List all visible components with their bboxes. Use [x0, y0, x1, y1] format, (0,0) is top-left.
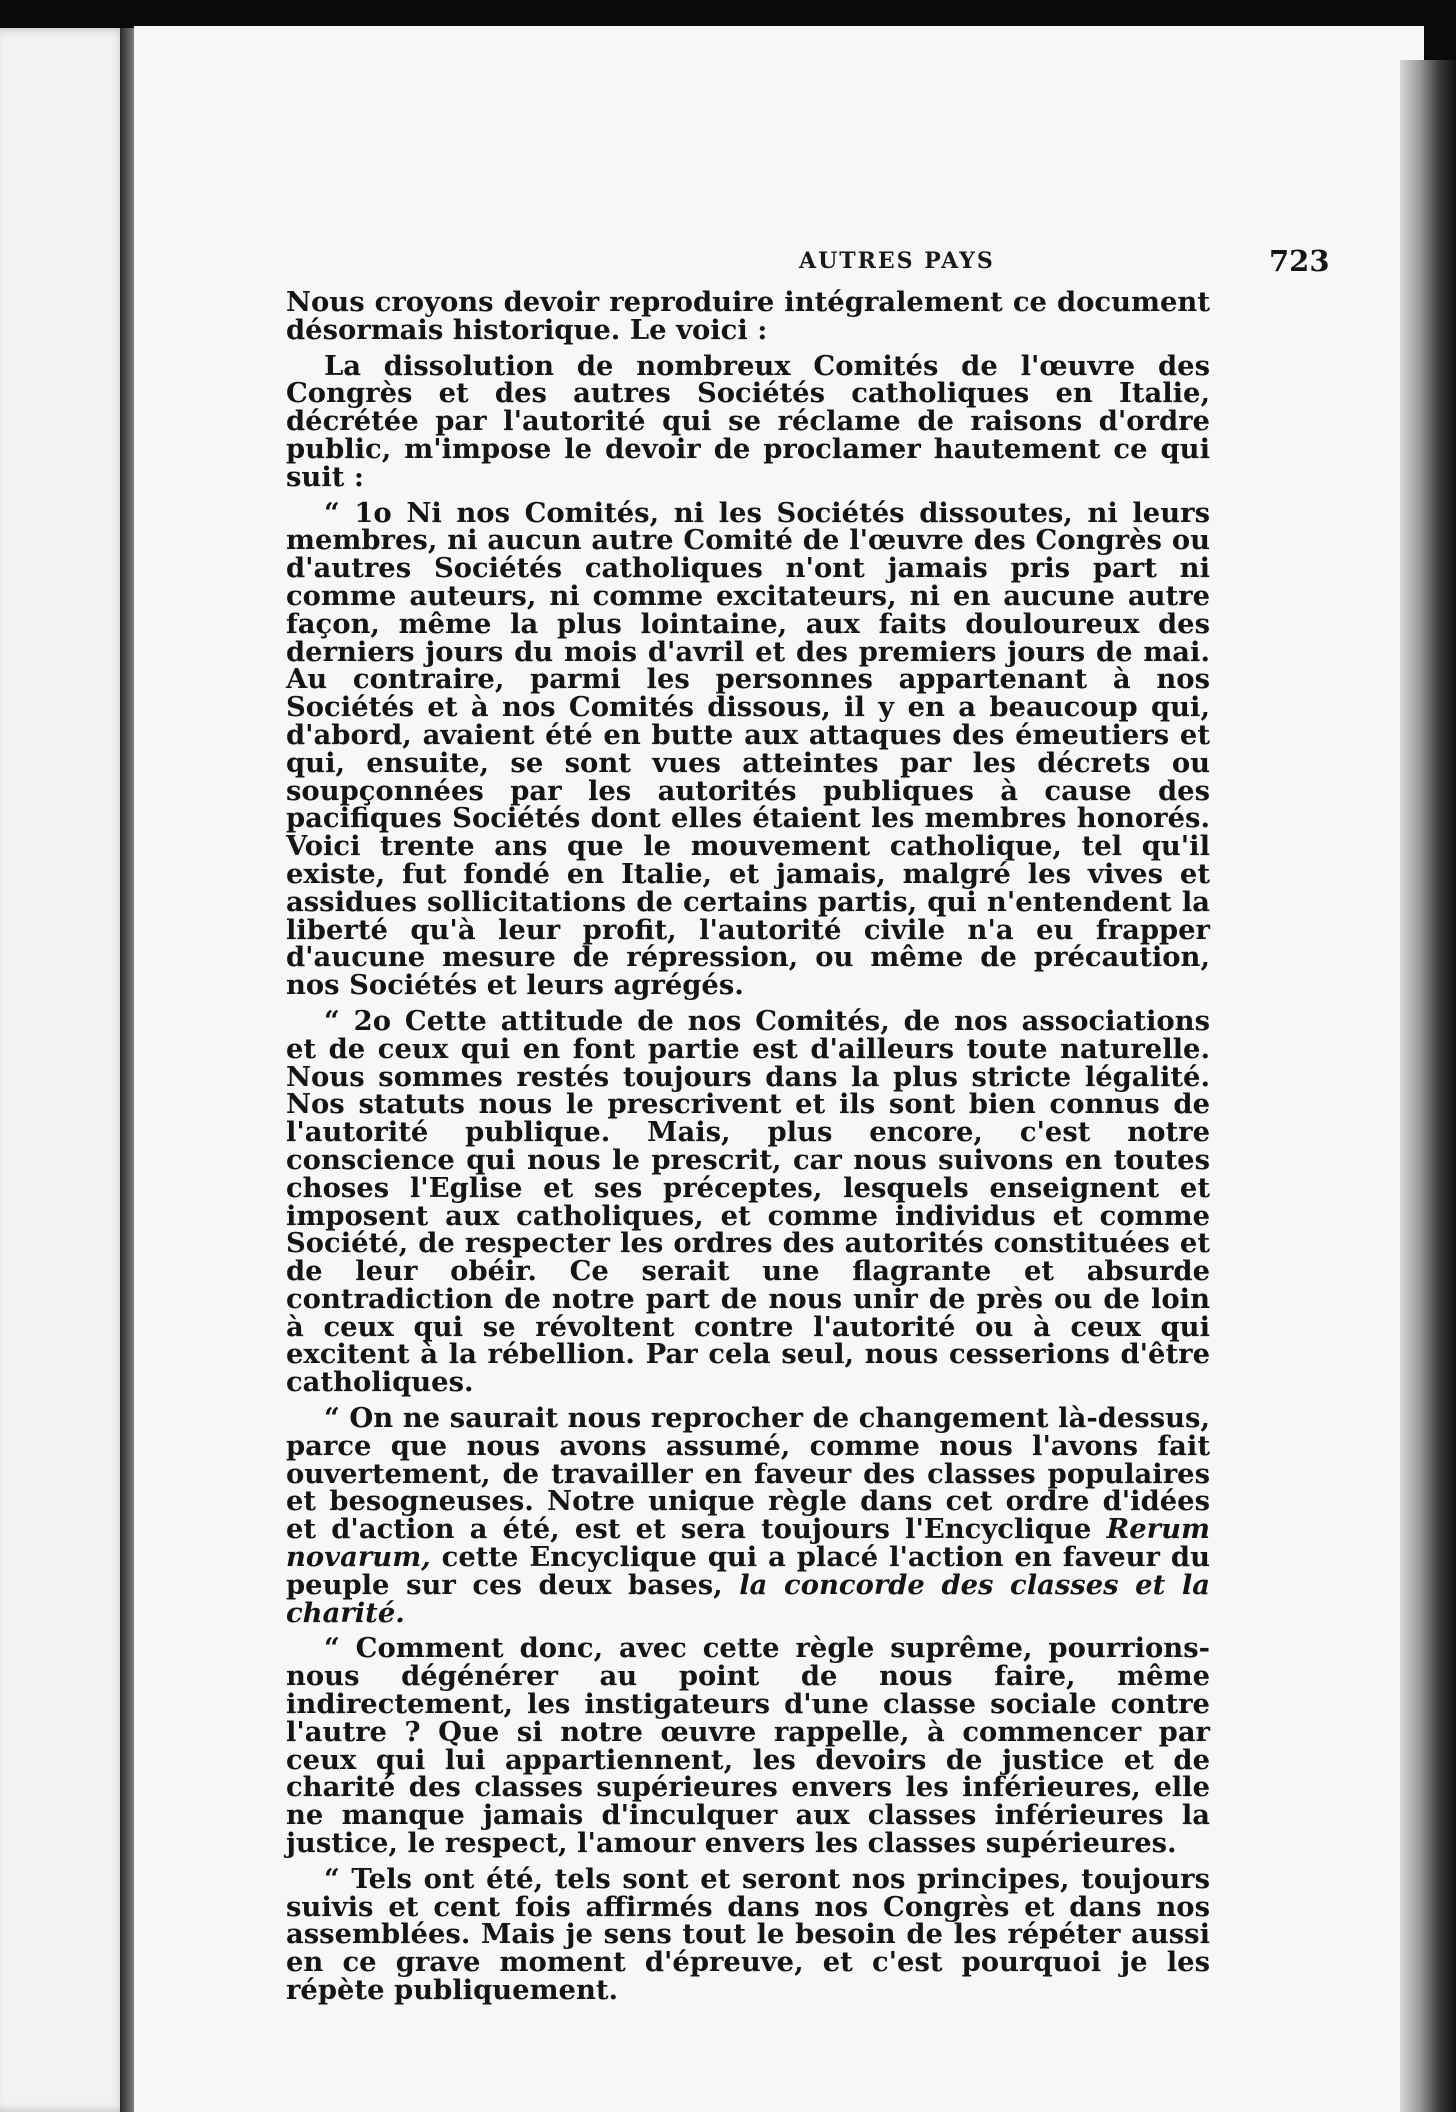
paragraph-declaration: La dissolution de nombreux Comités de l'œuvre des Congrès et des autres Sociétés catholiques en Italie, décrétée par l'autorité qui se réclame de raisons d'ordre public, m'impose le devoir de proclamer hautement ce qui suit : [286, 349, 1210, 493]
page-number: 723 [1269, 244, 1330, 278]
paragraph-encyclical [286, 1402, 1210, 1629]
facing-page-edge [0, 28, 128, 2112]
paragraph-point-1: “ 1o Ni nos Comités, ni les Sociétés dissoutes, ni leurs membres, ni aucun autre Comité de l'œuvre des Congrès ou d'autres Sociétés catholiques n'ont jamais pris part ni comme auteurs, ni comme excitateurs, ni en aucune autre façon, même la plus lointaine, aux faits douloureux des derniers jours du mois d'avril et des premiers jours de mai. Au contraire, parmi les personnes appartenant à nos Sociétés et à nos Comités dissous, il y en a beaucoup qui, d'abord, avaient été en butte aux attaques des émeutiers et qui, ensuite, se sont vues atteintes par les décrets ou soupçonnées par les autorités publiques à cause des pacifiques Sociétés dont elles étaient les membres honorés. Voici trente ans que le mouvement catholique, tel qu'il existe, fut fondé en Italie, et jamais, malgré les vives et assidues sollicitations de certains partis, qui n'entendent la liberté qu'à leur profit, l'autorité civile n'a eu frapper d'aucune mesure de répression, ou même de précaution, nos Sociétés et leurs agrégés. [286, 496, 1210, 1002]
paragraph-encyclical-text-2: cette Encyclique qui a placé l'action en faveur du peuple sur ces deux bases, [286, 1541, 1210, 1601]
running-head: AUTRES PAYS [799, 248, 995, 274]
paragraph-intro: Nous croyons devoir reproduire intégralement ce document désormais historique. Le voici : [286, 286, 1210, 346]
paragraph-encyclical-text-1: “ On ne saurait nous reprocher de changement là-dessus, parce que nous avons assumé, comme nous l'avons fait ouvertement, de travailler en faveur des classes populaires et besogneuses. Notre unique règle dans cet ordre d'idées et d'action a été, est et sera toujours l'Encyclique [286, 1402, 1210, 1546]
page-header [134, 244, 1424, 284]
page-stack-edge [1400, 60, 1456, 2112]
paragraph-principles: “ Tels ont été, tels sont et seront nos principes, toujours suivis et cent fois affirmés dans nos Congrès et dans nos assemblées. Mais je sens tout le besoin de les répéter aussi en ce grave moment d'épreuve, et c'est pourquoi je les répète publiquement. [286, 1862, 1210, 2007]
paragraph-point-2: “ 2o Cette attitude de nos Comités, de nos associations et de ceux qui en font partie est d'ailleurs toute naturelle. Nous sommes restés toujours dans la plus stricte légalité. Nos statuts nous le prescrivent et ils sont bien connus de l'autorité publique. Mais, plus encore, c'est notre conscience qui nous le prescrit, car nous suivons en toutes choses l'Eglise et ses préceptes, lesquels enseignent et imposent aux catholiques, et comme individus et comme Société, de respecter les ordres des autorités constituées et de leur obéir. Ce serait une flagrante et absurde contradiction de notre part de nous unir de près ou de loin à ceux qui se révoltent contre l'autorité ou à ceux qui excitent à la rébellion. Par cela seul, nous cesserions d'être catholiques. [286, 1004, 1210, 1399]
encyclical-bases: la concorde des classes et la charité. [286, 1568, 1210, 1629]
page-body [286, 286, 1210, 2007]
encyclical-title: Rerum novarum, [286, 1513, 1210, 1574]
paragraph-classes: “ Comment donc, avec cette règle suprême, pourrions-nous dégénérer au point de nous faire, même indirectement, les instigateurs d'une classe sociale contre l'autre ? Que si notre œuvre rappelle, à commencer par ceux qui lui appartiennent, les devoirs de justice et de charité des classes supérieures envers les inférieures, elle ne manque jamais d'inculquer aux classes inférieures la justice, le respect, l'amour envers les classes supérieures. [286, 1632, 1210, 1860]
